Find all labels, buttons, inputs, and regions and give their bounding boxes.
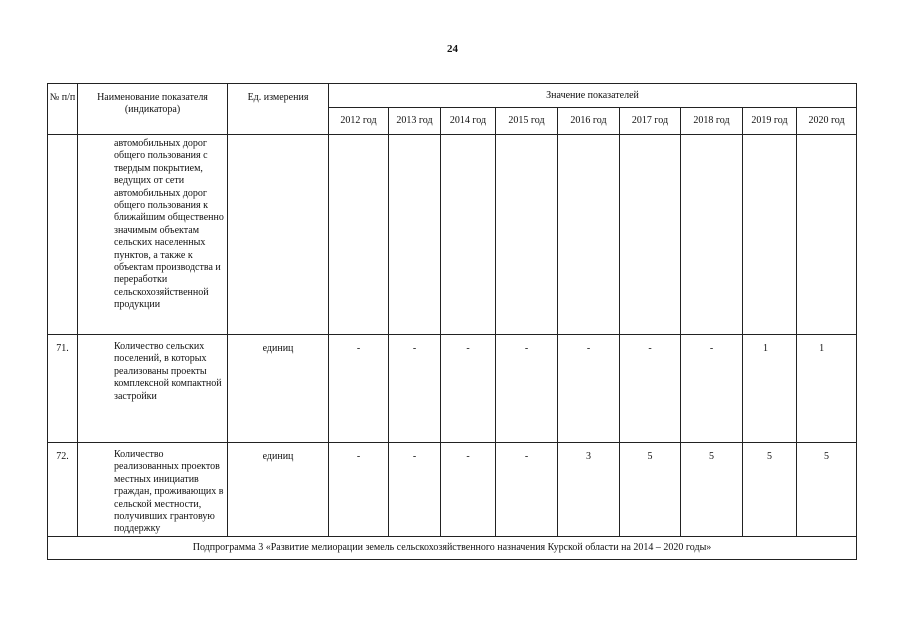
row-value: 5 — [797, 443, 857, 537]
header-year: 2019 год — [743, 108, 797, 135]
indicators-table — [47, 83, 857, 560]
header-year: 2016 год — [558, 108, 620, 135]
row-value: - — [329, 443, 389, 537]
row-value: - — [329, 335, 389, 443]
row-value: 1 — [743, 335, 797, 443]
row-unit — [228, 135, 329, 335]
row-value: - — [496, 335, 558, 443]
header-values: Значение показателей — [329, 84, 857, 108]
table-row — [48, 443, 857, 537]
subprogram-title: Подпрограмма 3 «Развитие мелиорации земель сельскохозяйственного назначения Курской области на 2014 – 2020 годы» — [48, 537, 857, 560]
row-num — [48, 135, 78, 335]
header-year: 2018 год — [681, 108, 743, 135]
header-year: 2013 год — [389, 108, 441, 135]
row-unit: единиц — [228, 443, 329, 537]
row-value: 5 — [743, 443, 797, 537]
page-number: 24 — [447, 43, 458, 55]
row-name: автомобильных дорог общего пользования с твердым покрытием, ведущих от сети автомобильных дорог общего пользования к ближайшим общественно значимым объектам сельских населенных пунктов, а также к объектам производства и переработки сельскохозяйственной продукции — [78, 135, 228, 335]
row-num: 72. — [48, 443, 78, 537]
header-row — [48, 84, 857, 108]
row-value: - — [681, 335, 743, 443]
header-name: Наименование показателя (индикатора) — [78, 84, 228, 135]
row-value: 1 — [797, 335, 857, 443]
row-value — [797, 135, 857, 335]
row-value: - — [441, 335, 496, 443]
row-value — [558, 135, 620, 335]
table-row — [48, 135, 857, 335]
row-name: Количество реализованных проектов местных инициатив граждан, проживающих в сельской местности, получивших грантовую поддержку — [78, 443, 228, 537]
header-year: 2014 год — [441, 108, 496, 135]
header-year: 2012 год — [329, 108, 389, 135]
row-unit: единиц — [228, 335, 329, 443]
row-value: - — [389, 443, 441, 537]
row-value: 3 — [558, 443, 620, 537]
header-year: 2020 год — [797, 108, 857, 135]
row-value: - — [441, 443, 496, 537]
row-value: - — [496, 443, 558, 537]
row-num: 71. — [48, 335, 78, 443]
row-value — [681, 135, 743, 335]
table-row — [48, 335, 857, 443]
row-value: - — [389, 335, 441, 443]
row-value — [329, 135, 389, 335]
header-year: 2017 год — [620, 108, 681, 135]
header-unit: Ед. измерения — [228, 84, 329, 135]
row-value: 5 — [681, 443, 743, 537]
row-value: - — [558, 335, 620, 443]
row-value — [389, 135, 441, 335]
row-value: - — [620, 335, 681, 443]
row-value — [743, 135, 797, 335]
row-name: Количество сельских поселений, в которых реализованы проекты комплексной компактной застройки — [78, 335, 228, 443]
header-year: 2015 год — [496, 108, 558, 135]
row-value — [496, 135, 558, 335]
row-value — [620, 135, 681, 335]
row-value: 5 — [620, 443, 681, 537]
header-num: № п/п — [48, 84, 78, 135]
subprogram-row — [48, 537, 857, 560]
row-value — [441, 135, 496, 335]
